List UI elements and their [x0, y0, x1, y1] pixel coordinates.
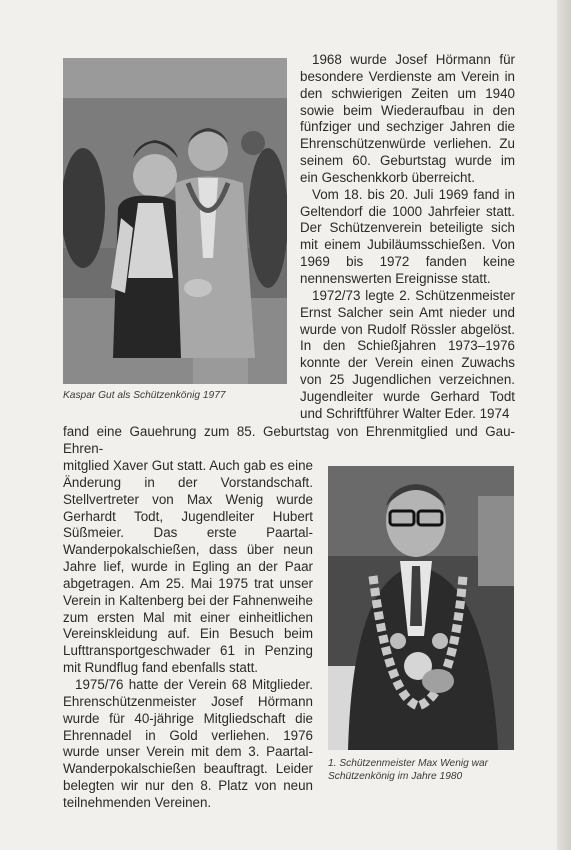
photo-kaspar-gut: [63, 58, 287, 384]
text-column-right: [300, 52, 515, 423]
paragraph: 1975/76 hatte der Verein 68 Mitglieder. Ehrenschützenmeister Josef Hörmann wurde für 40-jährige Mitgliedschaft die Ehrennadel in Gold verliehen. 1976 wurde unser Verein mit dem 3. Paartal-Wanderpokalschießen beauftragt. Leider belegten wir nur den 8. Platz von neun teilnehmenden Vereinen.: [63, 676, 313, 810]
paragraph: mitglied Xaver Gut statt. Auch gab es eine Änderung in der Vorstandschaft. Stellvertreter von Max Wenig wurde Gerhardt Todt, Jugendleiter Hubert Süßmeier. Das erste Paartal-Wanderpokalschießen, dass über neun Jahre lief, wurde in Egling an der Paar abgetragen. Am 25. Mai 1975 trat unser Verein in Kaltenberg bei der Fahnenweihe zum ersten Mal mit einer einheitlichen Vereinskleidung auf. Ein Besuch beim Lufttransportgeschwader 61 in Penzing mit Rundflug fand ebenfalls statt.: [63, 458, 313, 676]
paragraph: 1968 wurde Josef Hörmann für besondere Verdienste am Verein in den schwierigen Zeiten um 1940 sowie beim Wiederaufbau in den fünfziger und sechziger Jahren die Ehrenschützenwürde verliehen. Zu seinem 60. Geburtstag wurde im ein Geschenkkorb überreicht.: [300, 52, 515, 185]
paragraph: 1972/73 legte 2. Schützenmeister Ernst Salcher sein Amt nieder und wurde von Rudolf Rössler abgelöst. In den Schießjahren 1973–1976 konnte der Verein einen Zuwachs von 25 Jugendlichen verzeichnen. Jugendleiter wurde Gerhard Todt und Schriftführer Walter Eder. 1974: [300, 287, 515, 421]
photo-caption: Kaspar Gut als Schützenkönig 1977: [63, 390, 226, 401]
photo-max-wenig: [328, 466, 514, 750]
paragraph: Vom 18. bis 20. Juli 1969 fand in Geltendorf die 1000 Jahrfeier statt. Der Schützenverein beteiligte sich mit einem Jubiläumsschießen. Von 1969 bis 1972 fanden keine nennenswerten Ereignisse statt.: [300, 186, 515, 286]
text-column-left: [63, 458, 313, 812]
paragraph: fand eine Gauehrung zum 85. Geburtstag von Ehrenmitglied und Gau-Ehren-: [63, 424, 515, 456]
photo-caption: 1. Schützenmeister Max Wenig war Schützenkönig im Jahre 1980: [328, 758, 489, 782]
text-full-width: [63, 424, 515, 458]
page-edge-shadow: [557, 0, 571, 850]
